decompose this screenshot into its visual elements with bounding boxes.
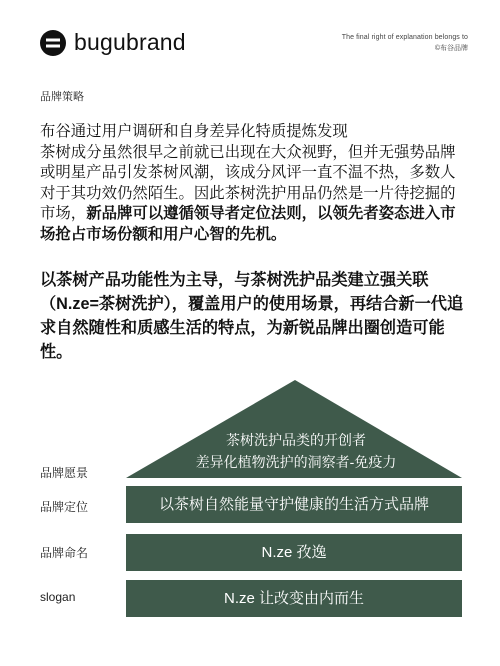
naming-band: N.ze 孜逸 [126,534,462,571]
label-slogan: slogan [40,590,76,604]
brand-pyramid [0,378,500,618]
label-naming: 品牌命名 [40,546,89,560]
paragraph-first-line: 布谷通过用户调研和自身差异化特质提炼发现 [40,123,348,140]
label-vision: 品牌愿景 [40,466,89,480]
vision-line-2: 差异化植物洗护的洞察者-免疫力 [195,454,397,470]
label-positioning: 品牌定位 [40,500,89,514]
bugubrand-logo-icon [40,30,66,56]
rights-owner: 布谷品牌 [440,45,468,52]
rights-line-2 [342,43,468,53]
strategy-summary: 以茶树产品功能性为主导，与茶树洗护品类建立强关联（N.ze=茶树洗护），覆盖用户的使用场景，再结合新一代追求自然随性和质感生活的特点，为新锐品牌出圈创造可能性。 [40,271,464,361]
paragraph-emphasis: 新品牌可以遵循领导者定位法则，以领先者姿态进入市场抢占市场份额和用户心智的先机。 [40,205,456,243]
rights-line-1: The final right of explanation belongs to [341,34,468,41]
positioning-band: 以茶树自然能量守护健康的生活方式品牌 [126,486,462,523]
vision-line-1: 茶树洗护品类的开创者 [226,432,366,448]
section-label: 品牌策略 [40,91,84,103]
strategy-paragraph [40,122,470,245]
brand-name: bugubrand [74,29,186,55]
rights-notice [342,34,468,53]
copyright-symbol: © [434,45,440,52]
paragraph-body: 茶树成分虽然很早之前就已出现在大众视野，但并无强势品牌或明星产品引发茶树风潮，该成分风评一直不温不热，多数人对于其功效仍然陌生。因此茶树洗护用品仍然是一片待挖掘的市场， [40,143,456,222]
slogan-band: N.ze 让改变由内而生 [126,580,462,617]
header [40,28,468,64]
